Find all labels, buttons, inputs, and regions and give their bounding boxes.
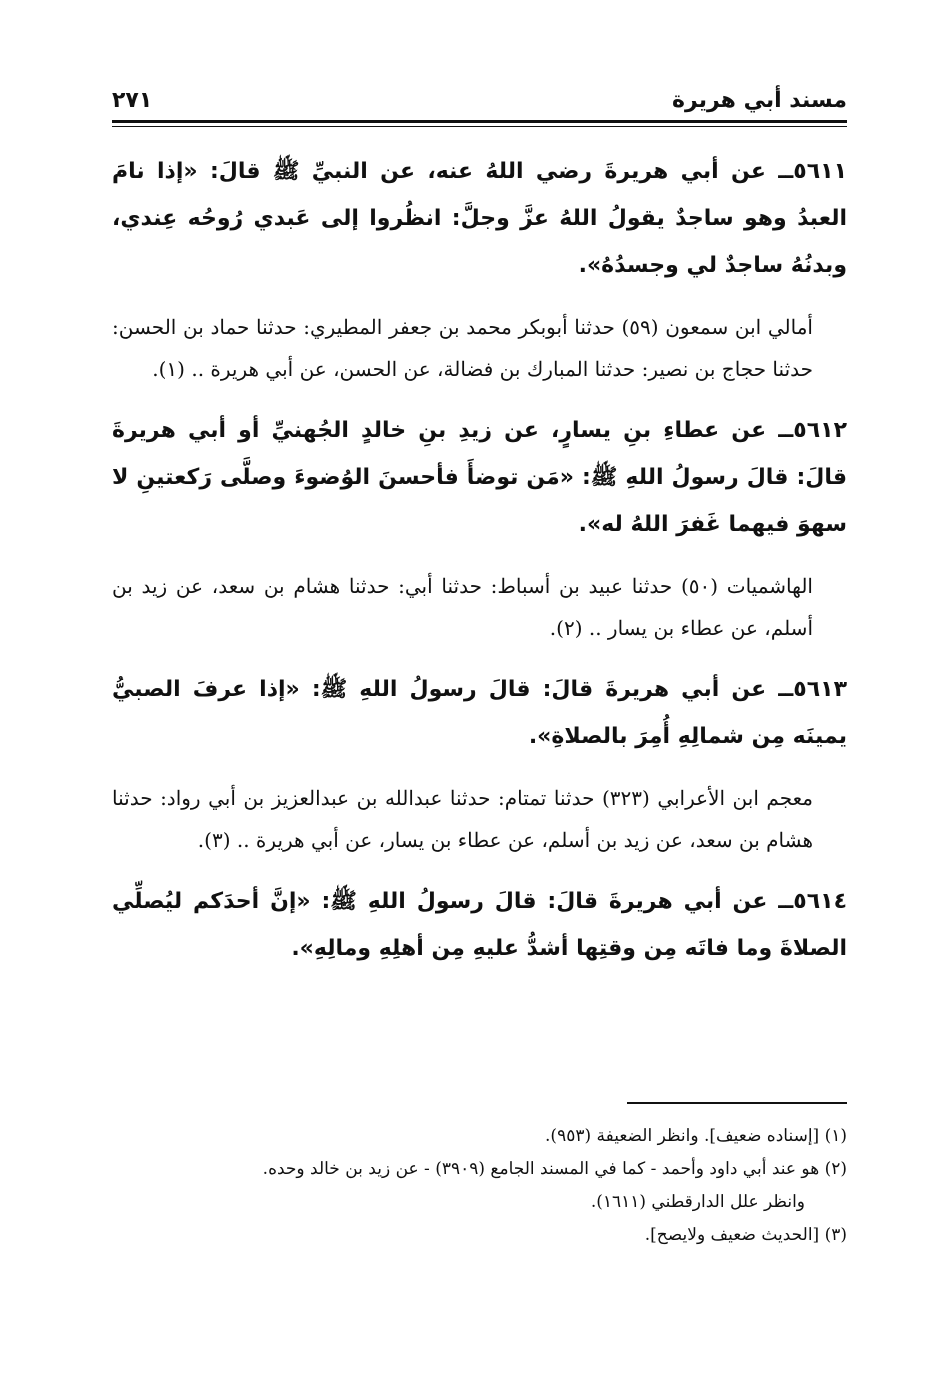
source-5611: أمالي ابن سمعون (٥٩) حدثنا أبوبكر محمد بن جعفر المطيري: حدثنا حماد بن الحسن: حدثنا حجاج بن نصير: حدثنا المبارك بن فضالة، عن الحسن، عن أبي هريرة .. (١). [112, 315, 813, 381]
footnote-2: (٢) هو عند أبي داود وأحمد - كما في المسند الجامع (٣٩٠٩) - عن زيد بن خالد وحده. [262, 1159, 847, 1179]
source-5613: معجم ابن الأعرابي (٣٢٣) حدثنا تمتام: حدثنا عبدالله بن عبدالعزيز بن أبي رواد: حدثنا هشام بن سعد، عن زيد بن أسلم، عن عطاء بن يسار، عن أبي هريرة .. (٣). [112, 786, 814, 852]
source-5612: الهاشميات (٥٠) حدثنا عبيد بن أسباط: حدثنا أبي: حدثنا هشام بن سعد، عن زيد بن أسلم، عن عطاء بن يسار .. (٢). [112, 574, 813, 640]
footnotes [112, 1120, 847, 1252]
footnote-2-continued: وانظر علل الدارقطني (١٦١١). [590, 1192, 805, 1212]
book-title: مسند أبي هريرة [672, 88, 847, 113]
header-rule-thin [112, 126, 847, 127]
running-header [112, 88, 847, 120]
hadith-5612: ٥٦١٢ــ عن عطاءِ بنِ يسارٍ، عن زيدِ بنِ خالدٍ الجُهنيِّ أو أبي هريرةَ قالَ: قالَ رسولُ اللهِ ﷺ: «مَن توضأَ فأحسنَ الوُضوءَ وصلَّى رَكعتينِ لا سهوَ فيهما غَفرَ اللهُ له». [112, 418, 847, 537]
hadith-5611: ٥٦١١ــ عن أبي هريرةَ رضي اللهُ عنه، عن النبيِّ ﷺ قالَ: «إذا نامَ العبدُ وهو ساجدٌ يقولُ اللهُ عزَّ وجلَّ: انظُروا إلى عَبدي رُوحُه عِندي، وبدنُهُ ساجدٌ لي وجسدُهُ». [112, 159, 847, 278]
header-rule-thick [112, 120, 847, 123]
main-text [112, 148, 847, 989]
footnote-3: (٣) [الحديث ضعيف ولايصح]. [644, 1225, 847, 1245]
footnote-1: (١) [إسناده ضعيف]. وانظر الضعيفة (٩٥٣). [545, 1126, 847, 1146]
hadith-5614: ٥٦١٤ــ عن أبي هريرةَ قالَ: قالَ رسولُ اللهِ ﷺ: «إنَّ أحدَكم ليُصلِّي الصلاةَ وما فاتَه مِن وقتِها أشدُّ عليهِ مِن أهلِهِ ومالِهِ». [112, 889, 847, 961]
hadith-5613: ٥٦١٣ــ عن أبي هريرةَ قالَ: قالَ رسولُ اللهِ ﷺ: «إذا عرفَ الصبيُّ يمينَه مِن شمالِهِ أُمِرَ بالصلاةِ». [112, 677, 847, 749]
page-number: ٢٧١ [112, 88, 153, 113]
footnote-separator [627, 1102, 847, 1104]
